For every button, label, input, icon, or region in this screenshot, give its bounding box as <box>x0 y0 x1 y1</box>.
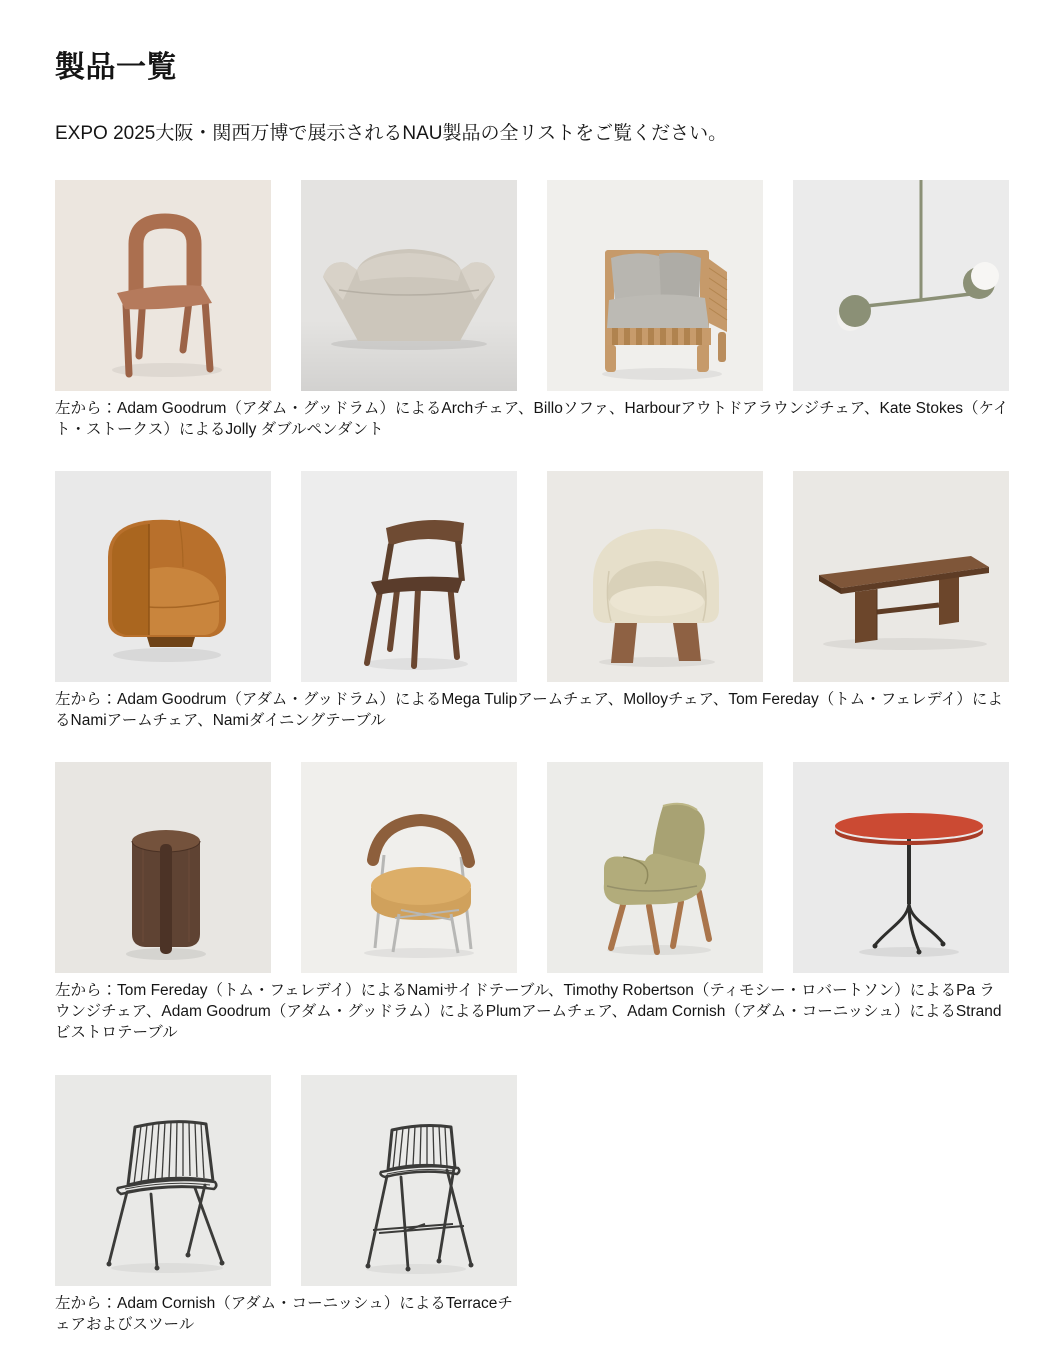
molloy-chair-illustration <box>301 471 517 682</box>
product-image-harbour-lounge-chair <box>547 180 763 391</box>
product-image-terrace-stool <box>301 1075 517 1286</box>
intro-text: EXPO 2025大阪・関西万博で展示されるNAU製品の全リストをご覧ください。 <box>55 123 728 144</box>
nami-armchair-illustration <box>547 471 763 682</box>
product-row-2 <box>55 471 1009 682</box>
page-title: 製品一覧 <box>55 51 177 84</box>
jolly-double-pendant-illustration <box>793 180 1009 391</box>
terrace-stool-illustration <box>301 1075 517 1286</box>
product-image-strand-bistro-table <box>793 762 1009 973</box>
product-image-molloy-chair <box>301 471 517 682</box>
product-image-mega-tulip-armchair <box>55 471 271 682</box>
caption-row-4: 左から：Adam Cornish（アダム・コーニッシュ）によるTerraceチェアおよびスツール <box>55 1295 513 1333</box>
product-image-pa-lounge-chair <box>547 762 763 973</box>
nami-dining-table-illustration <box>793 471 1009 682</box>
arch-chair-illustration <box>55 180 271 391</box>
product-image-terrace-chair <box>55 1075 271 1286</box>
product-image-billo-sofa <box>301 180 517 391</box>
product-image-plum-armchair <box>301 762 517 973</box>
product-image-nami-armchair <box>547 471 763 682</box>
harbour-lounge-chair-illustration <box>547 180 763 391</box>
pa-lounge-chair-illustration <box>547 762 763 973</box>
product-row-4 <box>55 1075 1009 1286</box>
strand-bistro-table-illustration <box>793 762 1009 973</box>
product-row-3 <box>55 762 1009 973</box>
plum-armchair-illustration <box>301 762 517 973</box>
product-image-nami-side-table <box>55 762 271 973</box>
nami-side-table-illustration <box>55 762 271 973</box>
mega-tulip-armchair-illustration <box>55 471 271 682</box>
terrace-chair-illustration <box>55 1075 271 1286</box>
product-image-arch-chair <box>55 180 271 391</box>
product-image-nami-dining-table <box>793 471 1009 682</box>
product-image-jolly-double-pendant <box>793 180 1009 391</box>
caption-row-3: 左から：Tom Fereday（トム・フェレデイ）によるNamiサイドテーブル、Timothy Robertson（ティモシー・ロバートソン）によるPa ラウンジチェア、Adam Goodrum（アダム・グッドラム）によるPlumアームチェア、Adam Cornish（アダム・コーニッシュ）によるStrandビストロテーブル <box>55 982 1002 1041</box>
caption-row-1: 左から：Adam Goodrum（アダム・グッドラム）によるArchチェア、Billoソファ、Harbourアウトドアラウンジチェア、Kate Stokes（ケイト・ストークス）によるJolly ダブルペンダント <box>55 400 1009 438</box>
caption-row-2: 左から：Adam Goodrum（アダム・グッドラム）によるMega Tulipアームチェア、Molloyチェア、Tom Fereday（トム・フェレデイ）によるNamiアームチェア、Namiダイニングテーブル <box>55 691 1003 729</box>
billo-sofa-illustration <box>301 180 517 391</box>
product-row-1 <box>55 180 1009 391</box>
